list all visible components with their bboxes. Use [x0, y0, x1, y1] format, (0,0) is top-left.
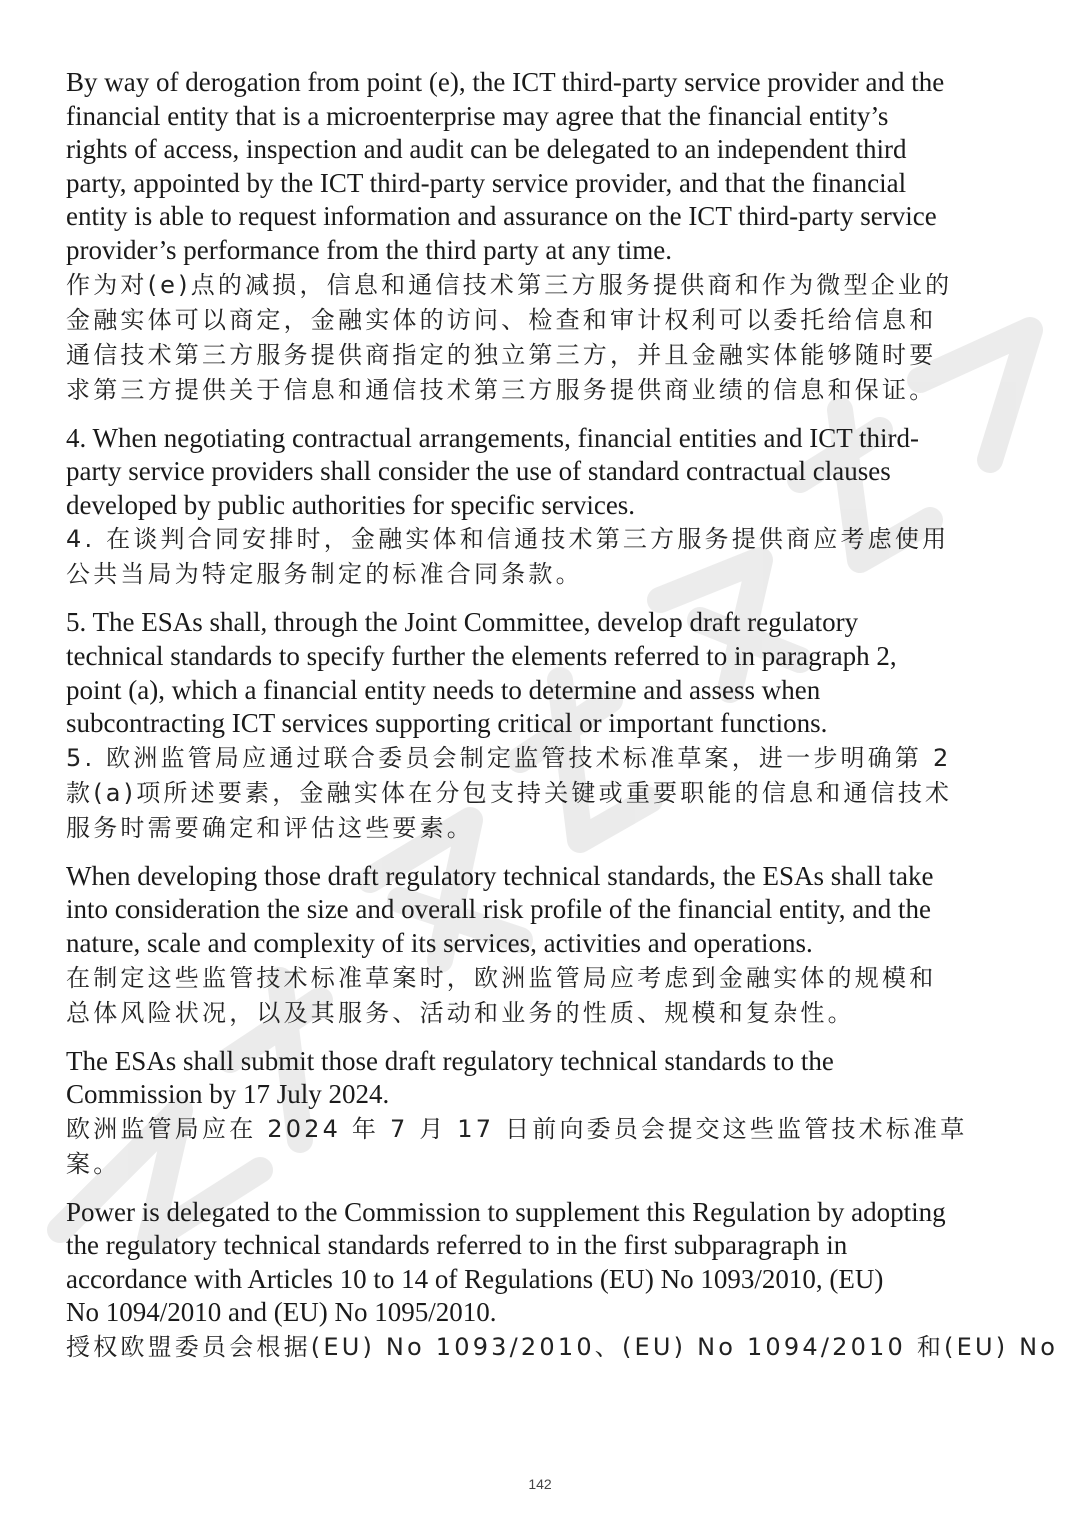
document-body	[66, 66, 1059, 1379]
text-line: 服务时需要确定和评估这些要素。	[66, 813, 474, 842]
paragraph-chinese	[66, 741, 1016, 846]
text-line: provider’s performance from the third party at any time.	[66, 234, 673, 265]
text-line: 5. 欧洲监管局应通过联合委员会制定监管技术标准草案，进一步明确第 2	[66, 743, 952, 772]
text-line: party, appointed by the ICT third-party service provider, and that the financial	[66, 167, 907, 198]
text-line: party service providers shall consider the use of standard contractual clauses	[66, 456, 891, 487]
paragraph-4	[66, 422, 1016, 593]
paragraph-english	[66, 606, 1016, 740]
page-number: 142	[528, 1476, 552, 1492]
paragraph-chinese	[66, 268, 1016, 408]
text-line: 金融实体可以商定，金融实体的访问、检查和审计权利可以委托给信息和	[66, 305, 937, 334]
paragraph-english	[66, 860, 1016, 961]
text-line: 作为对(e)点的减损，信息和通信技术第三方服务提供商和作为微型企业的	[66, 270, 953, 299]
text-line: accordance with Articles 10 to 14 of Regulations (EU) No 1093/2010, (EU)	[66, 1263, 884, 1294]
paragraph-derogation	[66, 66, 1016, 408]
paragraph-delegated-power	[66, 1196, 1059, 1365]
text-line: 公共当局为特定服务制定的标准合同条款。	[66, 560, 583, 589]
text-line: 通信技术第三方服务提供商指定的独立第三方，并且金融实体能够随时要	[66, 340, 937, 369]
paragraph-english	[66, 422, 1016, 523]
text-line: 5. The ESAs shall, through the Joint Committee, develop draft regulatory	[66, 607, 859, 638]
text-line: financial entity that is a microenterprise may agree that the financial entity’s	[66, 100, 889, 131]
text-line: Commission by 17 July 2024.	[66, 1079, 390, 1110]
text-line: Power is delegated to the Commission to supplement this Regulation by adopting	[66, 1196, 946, 1227]
text-line: technical standards to specify further the elements referred to in paragraph 2,	[66, 640, 897, 671]
paragraph-chinese	[66, 522, 1016, 592]
paragraph-english	[66, 66, 1016, 268]
text-line: into consideration the size and overall risk profile of the financial entity, and the	[66, 894, 931, 925]
paragraph-chinese	[66, 1330, 1059, 1365]
paragraph-english	[66, 1045, 1016, 1112]
text-line: 案。	[66, 1149, 121, 1178]
text-line: entity is able to request information and assurance on the ICT third-party service	[66, 201, 937, 232]
paragraph-chinese	[66, 961, 1016, 1031]
paragraph-developing-standards	[66, 860, 1016, 1031]
text-line: developed by public authorities for specific services.	[66, 489, 636, 520]
text-line: subcontracting ICT services supporting critical or important functions.	[66, 708, 828, 739]
paragraph-english	[66, 1196, 1016, 1330]
paragraph-chinese	[66, 1112, 1016, 1182]
text-line: No 1094/2010 and (EU) No 1095/2010.	[66, 1297, 497, 1328]
text-line: 在制定这些监管技术标准草案时，欧洲监管局应考虑到金融实体的规模和	[66, 963, 937, 992]
text-line: nature, scale and complexity of its services, activities and operations.	[66, 927, 813, 958]
paragraph-submission-deadline	[66, 1045, 1016, 1182]
text-line: 欧洲监管局应在 2024 年 7 月 17 日前向委员会提交这些监管技术标准草	[66, 1114, 968, 1143]
paragraph-5	[66, 606, 1016, 845]
text-line: point (a), which a financial entity needs to determine and assess when	[66, 674, 821, 705]
text-line: 4. When negotiating contractual arrangements, financial entities and ICT third-	[66, 422, 919, 453]
text-line: 4. 在谈判合同安排时，金融实体和信通技术第三方服务提供商应考虑使用	[66, 525, 950, 554]
text-line: the regulatory technical standards referred to in the first subparagraph in	[66, 1230, 848, 1261]
text-line: 总体风险状况，以及其服务、活动和业务的性质、规模和复杂性。	[66, 998, 855, 1027]
text-line: By way of derogation from point (e), the ICT third-party service provider and the	[66, 67, 945, 97]
text-line: 求第三方提供关于信息和通信技术第三方服务提供商业绩的信息和保证。	[66, 375, 937, 404]
text-line: 授权欧盟委员会根据(EU) No 1093/2010、(EU) No 1094/2010 和(EU) No	[66, 1333, 1059, 1362]
text-line: The ESAs shall submit those draft regulatory technical standards to the	[66, 1045, 834, 1076]
text-line: When developing those draft regulatory technical standards, the ESAs shall take	[66, 860, 934, 891]
text-line: rights of access, inspection and audit can be delegated to an independent third	[66, 134, 907, 165]
text-line: 款(a)项所述要素，金融实体在分包支持关键或重要职能的信息和通信技术	[66, 778, 953, 807]
